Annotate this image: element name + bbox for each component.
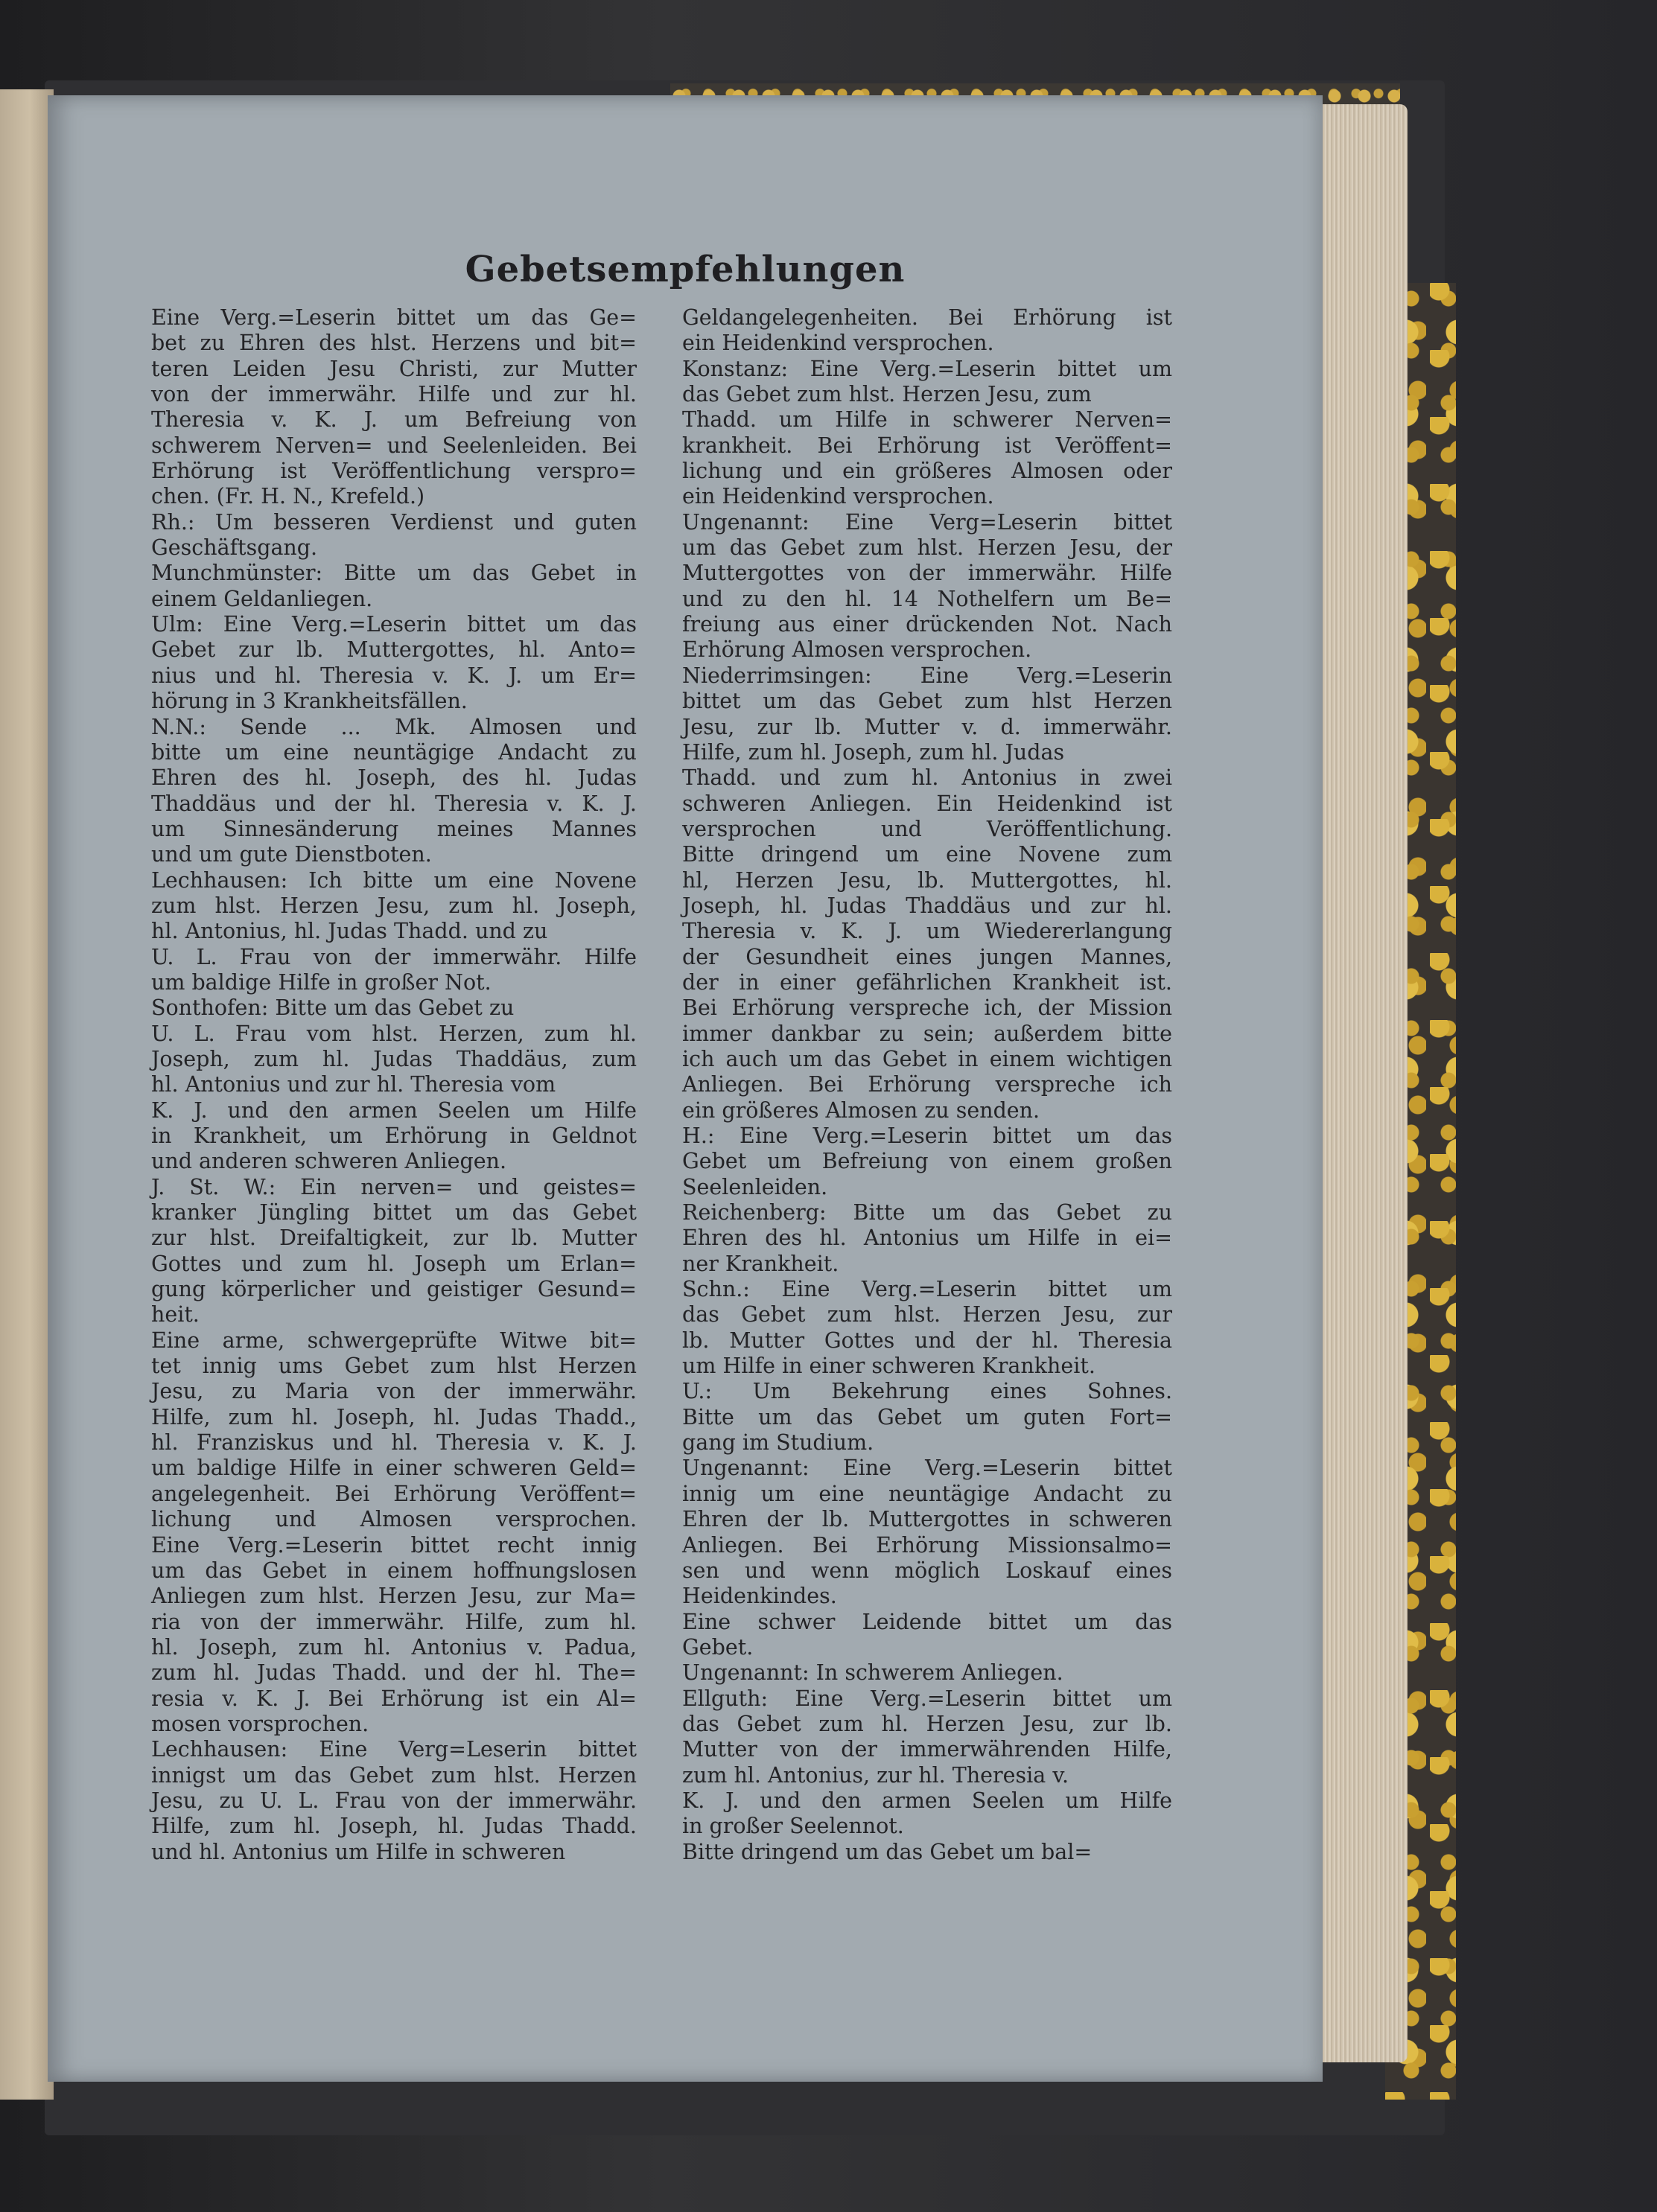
text-line: um Sinnesänderung meines Mannes [151,816,637,841]
text-line: um baldige Hilfe in einer schweren Geld= [151,1456,637,1481]
text-line: K. J. und den armen Seelen um Hilfe [682,1788,1172,1813]
text-line: hörung in 3 Krankheitsfällen. [151,689,468,714]
text-line: in großer Seelennot. [682,1814,904,1839]
text-line: J. St. W.: Ein nerven= und geistes= [151,1174,637,1199]
text-line: von der immerwähr. Hilfe und zur hl. [151,382,637,407]
text-line: gung körperlicher und geistiger Gesund= [151,1277,637,1302]
text-line: bittet um das Gebet zum hlst Herzen [682,689,1172,714]
text-line: Gottes und zum hl. Joseph um Erlan= [151,1251,637,1276]
text-line: bitte um eine neuntägige Andacht zu [151,739,637,765]
text-line: Muttergottes von der immerwähr. Hilfe [682,561,1172,586]
text-line: um das Gebet zum hlst. Herzen Jesu, der [682,535,1172,561]
text-line: schwerem Nerven= und Seelenleiden. Bei [151,433,637,458]
text-line: gang im Studium. [682,1430,874,1456]
text-line: H.: Eine Verg.=Leserin bittet um das [682,1123,1172,1148]
text-line: Ungenannt: Eine Verg.=Leserin bittet [682,1456,1172,1481]
text-column-right [682,305,1172,1865]
text-line: Gebet zur lb. Muttergottes, hl. Anto= [151,637,637,663]
text-line: Ehren des hl. Joseph, des hl. Judas [151,765,637,791]
text-line: Konstanz: Eine Verg.=Leserin bittet um [682,356,1172,381]
text-line: Joseph, zum hl. Judas Thaddäus, zum [151,1046,637,1071]
text-line: hl. Antonius und zur hl. Theresia vom [151,1072,556,1097]
text-line: Eine Verg.=Leserin bittet um das Ge= [151,305,637,330]
text-line: tet innig ums Gebet zum hlst Herzen [151,1354,637,1379]
text-line: Jesu, zu Maria von der immerwähr. [151,1379,637,1404]
text-line: krankheit. Bei Erhörung ist Veröffent= [682,433,1172,458]
text-line: Jesu, zur lb. Mutter v. d. immerwähr. [682,714,1172,739]
text-line: Geschäftsgang. [151,535,318,561]
text-line: ner Krankheit. [682,1251,839,1276]
text-line: Anliegen zum hlst. Herzen Jesu, zur Ma= [151,1584,637,1609]
text-line: Sonthofen: Bitte um das Gebet zu [151,995,515,1021]
text-line: freiung aus einer drückenden Not. Nach [682,612,1172,637]
text-line: hl, Herzen Jesu, lb. Muttergottes, hl. [682,867,1172,893]
text-line: Eine Verg.=Leserin bittet recht innig [151,1532,637,1558]
text-line: Lechhausen: Ich bitte um eine Novene [151,867,637,893]
text-line: Hilfe, zum hl. Joseph, hl. Judas Thadd. [151,1814,637,1839]
text-line: Bitte dringend um eine Novene zum [682,842,1172,867]
text-line: Gebet. [682,1634,754,1660]
text-line: um das Gebet in einem hoffnungslosen [151,1558,637,1583]
text-line: hl. Joseph, zum hl. Antonius v. Padua, [151,1634,637,1660]
text-line: chen. (Fr. H. N., Krefeld.) [151,484,425,509]
text-line: bet zu Ehren des hlst. Herzens und bit= [151,331,637,356]
text-line: Theresia v. K. J. um Wiedererlangung [682,919,1172,944]
text-line: der Gesundheit eines jungen Mannes, [682,944,1172,969]
text-line: Anliegen. Bei Erhörung Missionsalmo= [682,1532,1172,1558]
text-line: Seelenleiden. [682,1174,828,1199]
text-line: und hl. Antonius um Hilfe in schweren [151,1839,566,1864]
text-line: Erhörung Almosen versprochen. [682,637,1032,663]
text-line: resia v. K. J. Bei Erhörung ist ein Al= [151,1686,637,1711]
text-line: ich auch um das Gebet in einem wichtigen [682,1046,1172,1071]
text-line: Ehren der lb. Muttergottes in schweren [682,1507,1172,1532]
text-line: Thadd. um Hilfe in schwerer Nerven= [682,407,1172,433]
text-line: ein Heidenkind versprochen. [682,484,994,509]
text-line: U. L. Frau vom hlst. Herzen, zum hl. [151,1021,637,1046]
text-line: versprochen und Veröffentlichung. [682,816,1172,841]
text-line: Eine arme, schwergeprüfte Witwe bit= [151,1327,637,1353]
text-line: N.N.: Sende ... Mk. Almosen und [151,714,637,739]
text-line: ein Heidenkind versprochen. [682,331,994,356]
text-line: Hilfe, zum hl. Joseph, hl. Judas Thadd., [151,1404,637,1429]
text-line: angelegenheit. Bei Erhörung Veröffent= [151,1481,637,1506]
text-line: Anliegen. Bei Erhörung verspreche ich [682,1072,1172,1097]
text-line: Munchmünster: Bitte um das Gebet in [151,561,637,586]
text-line: Erhörung ist Veröffentlichung versprο= [151,459,637,484]
text-line: Gebet um Befreiung von einem großen [682,1149,1172,1174]
text-line: Ulm: Eine Verg.=Leserin bittet um das [151,612,637,637]
text-line: und um gute Dienstboten. [151,842,432,867]
text-line: hl. Antonius, hl. Judas Thadd. und zu [151,919,548,944]
text-line: kranker Jüngling bittet um das Gebet [151,1200,637,1225]
text-line: Geldangelegenheiten. Bei Erhörung ist [682,305,1172,330]
text-line: Hilfe, zum hl. Joseph, zum hl. Judas [682,739,1065,765]
text-line: U. L. Frau von der immerwähr. Hilfe [151,944,637,969]
text-line: Lechhausen: Eine Verg=Leserin bittet [151,1737,637,1762]
text-line: der in einer gefährlichen Krankheit ist. [682,969,1172,995]
text-line: zum hl. Judas Thadd. und der hl. The= [151,1660,637,1686]
text-line: Mutter von der immerwährenden Hilfe, [682,1737,1172,1762]
text-line: in Krankheit, um Erhörung in Geldnot [151,1123,637,1148]
text-line: Jesu, zu U. L. Frau von der immerwähr. [151,1788,637,1813]
text-line: Bitte um das Gebet um guten Fort= [682,1404,1172,1429]
text-line: Schn.: Eine Verg.=Leserin bittet um [682,1277,1172,1302]
text-line: lichung und ein größeres Almosen oder [682,459,1172,484]
text-line: innigst um das Gebet zum hlst. Herzen [151,1762,637,1788]
text-line: zum hl. Antonius, zur hl. Theresia v. [682,1762,1069,1788]
text-line: zur hlst. Dreifaltigkeit, zur lb. Mutter [151,1225,637,1251]
text-line: Rh.: Um besseren Verdienst und guten [151,509,637,535]
text-line: U.: Um Bekehrung eines Sohnes. [682,1379,1172,1404]
text-line: Reichenberg: Bitte um das Gebet zu [682,1200,1172,1225]
text-line: das Gebet zum hlst. Herzen Jesu, zum [682,382,1092,407]
text-line: Thaddäus und der hl. Theresia v. K. J. [151,791,637,816]
text-line: und anderen schweren Anliegen. [151,1149,507,1174]
text-line: Ungenannt: In schwerem Anliegen. [682,1660,1063,1686]
text-line: Theresia v. K. J. um Befreiung von [151,407,637,433]
text-line: hl. Franziskus und hl. Theresia v. K. J. [151,1430,637,1456]
text-line: mosen vorsprochen. [151,1711,369,1736]
text-line: innig um eine neuntägige Andacht zu [682,1481,1172,1506]
text-line: Ellguth: Eine Verg.=Leserin bittet um [682,1686,1172,1711]
text-line: Heidenkindes. [682,1584,837,1609]
text-line: Joseph, hl. Judas Thaddäus und zur hl. [682,893,1172,918]
text-line: nius und hl. Theresia v. K. J. um Er= [151,663,637,688]
text-line: zum hlst. Herzen Jesu, zum hl. Joseph, [151,893,637,918]
text-line: immer dankbar zu sein; außerdem bitte [682,1021,1172,1046]
text-line: das Gebet zum hlst. Herzen Jesu, zur [682,1302,1172,1327]
text-line: ein größeres Almosen zu senden. [682,1097,1040,1123]
text-line: um Hilfe in einer schweren Krankheit. [682,1354,1095,1379]
text-line: Bei Erhörung verspreche ich, der Mission [682,995,1172,1021]
text-line: schweren Anliegen. Ein Heidenkind ist [682,791,1172,816]
text-line: Eine schwer Leidende bittet um das [682,1609,1172,1634]
text-line: Niederrimsingen: Eine Verg.=Leserin [682,663,1172,688]
text-line: ria von der immerwähr. Hilfe, zum hl. [151,1609,637,1634]
text-line: Thadd. und zum hl. Antonius in zwei [682,765,1172,791]
text-line: teren Leiden Jesu Christi, zur Mutter [151,356,637,381]
text-line: Ehren des hl. Antonius um Hilfe in ei= [682,1225,1172,1251]
text-line: lb. Mutter Gottes und der hl. Theresia [682,1327,1172,1353]
text-line: Bitte dringend um das Gebet um bal= [682,1839,1093,1864]
text-line: das Gebet zum hl. Herzen Jesu, zur lb. [682,1711,1172,1736]
text-line: lichung und Almosen versprochen. [151,1507,637,1532]
left-page-edge [0,89,54,2100]
text-line: und zu den hl. 14 Nothelfern um Be= [682,586,1172,611]
page-title: Gebetsempfehlungen [465,249,906,290]
page-fore-edge [1320,104,1408,2062]
text-line: K. J. und den armen Seelen um Hilfe [151,1097,637,1123]
text-line: Ungenannt: Eine Verg=Leserin bittet [682,509,1172,535]
text-line: heit. [151,1302,200,1327]
text-line: einem Geldanliegen. [151,586,373,611]
text-line: um baldige Hilfe in großer Not. [151,969,492,995]
text-line: sen und wenn möglich Loskauf eines [682,1558,1172,1583]
text-column-left [151,305,637,1865]
